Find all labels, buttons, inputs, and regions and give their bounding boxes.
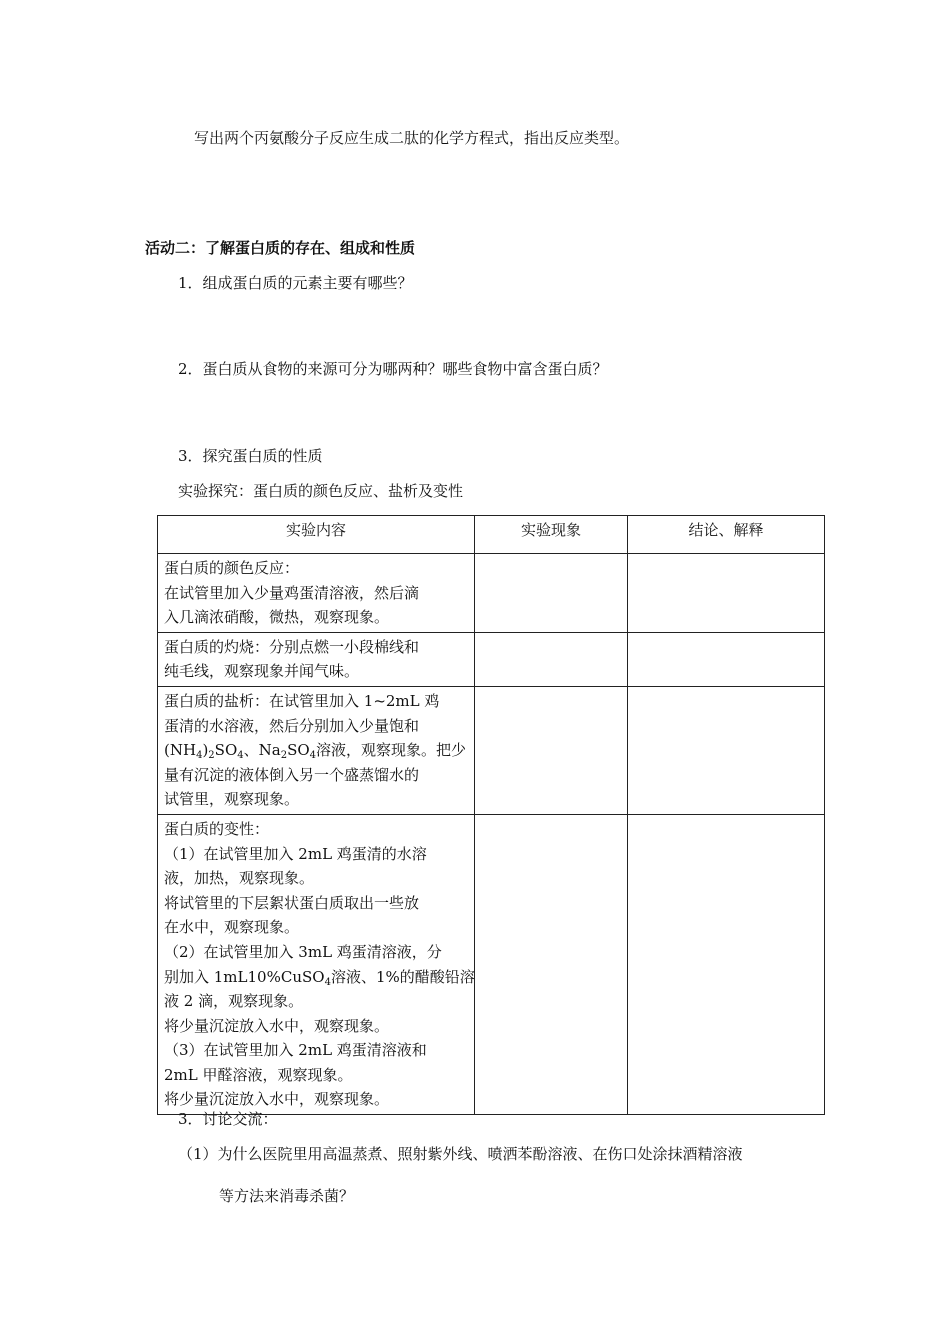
phenomenon-cell[interactable]	[475, 686, 628, 814]
subscript: 4	[196, 750, 203, 762]
cell-line: 2mL 甲醛溶液，观察现象。	[164, 1065, 353, 1084]
cell-line: 蛋白质的灼烧：分别点燃一小段棉线和	[164, 637, 420, 656]
cell-line: （3）在试管里加入 2mL 鸡蛋清溶液和	[164, 1041, 427, 1060]
subscript: 4	[324, 976, 331, 988]
text-frag: 别加入 1mL10%CuSO	[164, 967, 325, 986]
activity-title: 活动二：了解蛋白质的存在、组成和性质	[145, 239, 416, 257]
experiment-table	[157, 515, 825, 1115]
row-burning	[158, 632, 475, 686]
salt-formula-line	[164, 738, 468, 763]
discussion-title: 3．讨论交流：	[178, 1110, 278, 1128]
conclusion-cell[interactable]	[628, 814, 825, 1114]
text-frag: SO	[287, 741, 310, 760]
subscript: 4	[309, 750, 317, 762]
header-conclusion: 结论、解释	[628, 516, 825, 554]
cell-line: 蛋白质的颜色反应：	[164, 559, 300, 577]
cell-line: 将试管里的下层絮状蛋白质取出一些放	[164, 893, 420, 912]
cell-line: 液 2 滴，观察现象。	[164, 992, 304, 1011]
question-1: 1．组成蛋白质的元素主要有哪些？	[178, 274, 413, 292]
cell-line: 将少量沉淀放入水中，观察现象。	[164, 1016, 390, 1035]
question-2: 2．蛋白质从食物的来源可分为哪两种？哪些食物中富含蛋白质？	[178, 360, 608, 378]
row-color-reaction	[158, 554, 475, 633]
row-salting-out	[158, 686, 475, 814]
cell-line: 蛋清的水溶液，然后分别加入少量饱和	[164, 716, 420, 735]
text-frag: (NH	[164, 741, 197, 760]
discussion-q1-line1: （1）为什么医院里用高温蒸煮、照射紫外线、喷洒苯酚溶液、在伤口处涂抹酒精溶液	[178, 1145, 743, 1163]
question-3: 3．探究蛋白质的性质	[178, 447, 323, 465]
phenomenon-cell[interactable]	[475, 632, 628, 686]
table-row	[158, 632, 825, 686]
cell-line: （2）在试管里加入 3mL 鸡蛋清溶液，分	[164, 942, 442, 961]
cell-line: 入几滴浓硝酸，微热，观察现象。	[164, 608, 390, 627]
table-row	[158, 686, 825, 814]
header-content: 实验内容	[158, 516, 475, 554]
conclusion-cell[interactable]	[628, 686, 825, 814]
text-frag: SO	[214, 741, 238, 760]
subscript: 2	[208, 750, 215, 762]
cell-line: 在试管里加入少量鸡蛋清溶液，然后滴	[164, 583, 420, 602]
phenomenon-cell[interactable]	[475, 814, 628, 1114]
table-row	[158, 814, 825, 1114]
cell-line: 在水中，观察现象。	[164, 918, 300, 937]
phenomenon-cell[interactable]	[475, 554, 628, 633]
conclusion-cell[interactable]	[628, 632, 825, 686]
cell-line: 蛋白质的盐析：在试管里加入 1~2mL 鸡	[164, 691, 440, 710]
text-frag: 、Na	[243, 741, 281, 760]
cell-line: 蛋白质的变性：	[164, 819, 270, 838]
table-header-row	[158, 516, 825, 554]
text-frag: 溶液、1%的醋酸铅溶	[330, 967, 475, 986]
row-denaturation	[158, 814, 475, 1114]
cell-line: 量有沉淀的液体倒入另一个盛蒸馏水的	[164, 765, 420, 784]
cell-line: 液，加热，观察现象。	[164, 869, 315, 888]
subscript: 2	[280, 750, 288, 762]
discussion-q1-line2: 等方法来消毒杀菌？	[219, 1187, 355, 1205]
experiment-title: 实验探究：蛋白质的颜色反应、盐析及变性	[178, 482, 464, 500]
header-phenomenon: 实验现象	[475, 516, 628, 554]
cuso4-formula-line	[164, 965, 475, 990]
cell-line: 试管里，观察现象。	[164, 790, 300, 809]
conclusion-cell[interactable]	[628, 554, 825, 633]
subscript: 4	[237, 750, 244, 762]
text-frag: )	[202, 741, 209, 760]
cell-line: 将少量沉淀放入水中，观察现象。	[164, 1090, 390, 1109]
table-row	[158, 554, 825, 633]
cell-line: （1）在试管里加入 2mL 鸡蛋清的水溶	[164, 844, 427, 863]
cell-line: 纯毛线，观察现象并闻气味。	[164, 662, 360, 681]
intro-text: 写出两个丙氨酸分子反应生成二肽的化学方程式，指出反应类型。	[194, 129, 630, 147]
text-frag: 溶液，观察现象。把少	[316, 741, 467, 760]
